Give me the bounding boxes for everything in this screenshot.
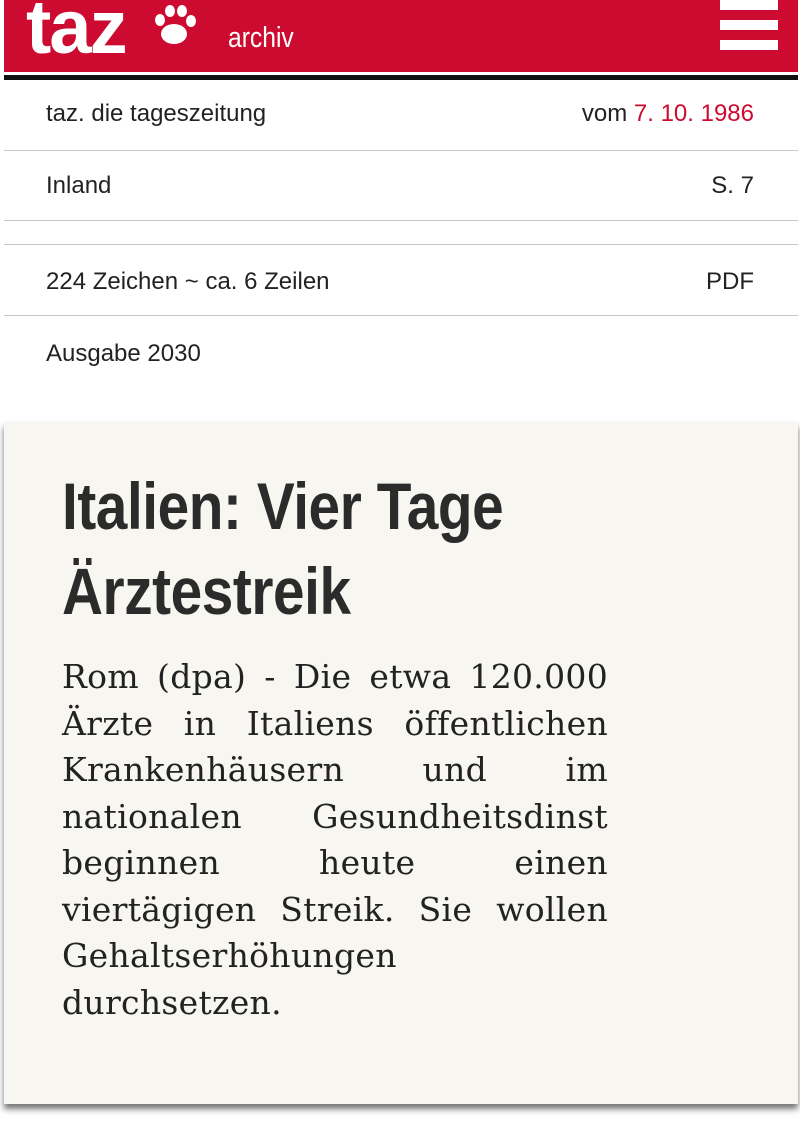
date-prefix: vom (581, 100, 628, 127)
article-length: 224 Zeichen ~ ca. 6 Zeilen (46, 268, 330, 295)
taz-logo[interactable]: taz (26, 0, 126, 70)
date-link[interactable]: 7. 10. 1986 (633, 100, 754, 127)
meta-row-department (4, 151, 798, 221)
paw-icon (150, 2, 198, 50)
article-body: Rom (dpa) - Die etwa 120.000 Ärzte in Italiens öffentlichen Krankenhäusern und im nationalen Gesundheitsdinst beginnen heute einen viertägigen Streik. Sie wollen Gehaltserhöhungen durchsetzen. (62, 657, 608, 1022)
meta-row-publication (4, 80, 798, 151)
divider (4, 221, 798, 245)
meta-row-length (4, 245, 798, 316)
edition: Ausgabe 2030 (46, 340, 201, 367)
hamburger-menu-button[interactable] (720, 0, 778, 56)
department[interactable]: Inland (46, 172, 112, 199)
page-number: S. 7 (711, 172, 754, 199)
article-title: Italien: Vier Tage Ärztestreik (62, 469, 504, 628)
publication-date (582, 100, 754, 128)
hamburger-icon (720, 0, 778, 10)
hamburger-icon (720, 40, 778, 50)
publication-name: taz. die tageszeitung (46, 100, 267, 127)
header-bar (4, 0, 798, 72)
pdf-link[interactable]: PDF (706, 268, 754, 295)
section-label: archiv (228, 22, 294, 54)
article-card (4, 422, 798, 1104)
hamburger-icon (720, 20, 778, 30)
